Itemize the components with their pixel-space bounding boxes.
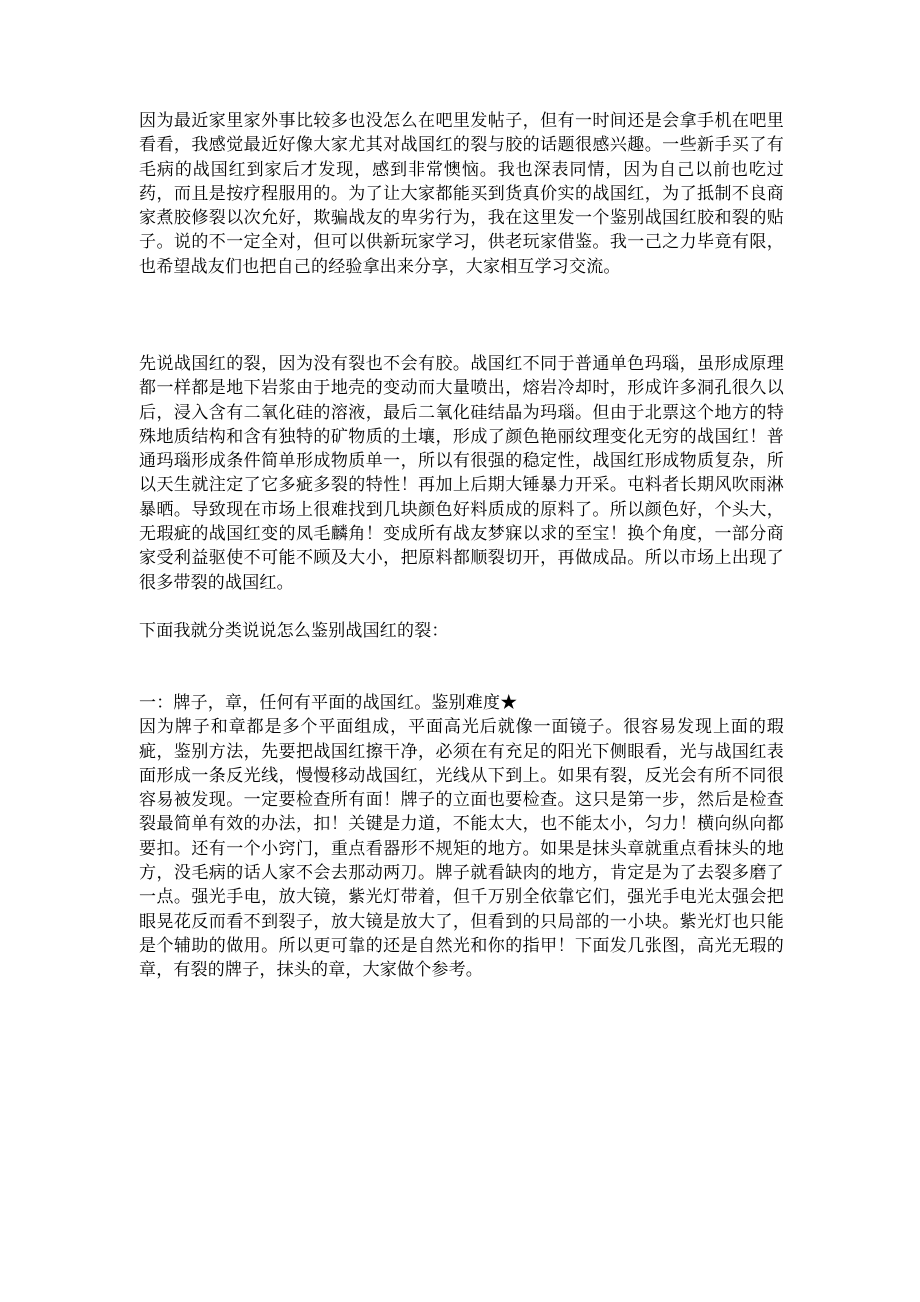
- intro-paragraph: 因为最近家里家外事比较多也没怎么在吧里发帖子，但有一时间还是会拿手机在吧里看看，我感觉最近好像大家尤其对战国红的裂与胶的话题很感兴趣。一些新手买了有毛病的战国红到家后才发现，感到非常懊恼。我也深表同情，因为自己以前也吃过药，而且是按疗程服用的。为了让大家都能买到货真价实的战国红，为了抵制不良商家煮胶修裂以次允好，欺骗战友的卑劣行为，我在这里发一个鉴别战国红胶和裂的贴子。说的不一定全对，但可以供新玩家学习，供老玩家借鉴。我一己之力毕竟有限，也希望战友们也把自己的经验拿出来分享，大家相互学习交流。: [139, 111, 784, 277]
- section-one-heading: 一：牌子，章，任何有平面的战国红。鉴别难度★: [139, 693, 518, 713]
- section-one-body: 因为牌子和章都是多个平面组成，平面高光后就像一面镜子。很容易发现上面的瑕疵，鉴别方法，先要把战国红擦干净，必须在有充足的阳光下侧眼看，光与战国红表面形成一条反光线，慢慢移动战国红，光线从下到上。如果有裂，反光会有所不同很容易被发现。一定要检查所有面！牌子的立面也要检查。这只是第一步，然后是检查裂最简单有效的办法，扣！关键是力道，不能太大，也不能太小，匀力！横向纵向都要扣。还有一个小窍门，重点看器形不规矩的地方。如果是抹头章就重点看抹头的地方，没毛病的话人家不会去那动两刀。牌子就看缺肉的地方，肯定是为了去裂多磨了一点。强光手电，放大镜，紫光灯带着，但千万别全依靠它们，强光手电光太强会把眼晃花反而看不到裂子，放大镜是放大了，但看到的只局部的一小块。紫光灯也只能是个辅助的做用。所以更可靠的还是自然光和你的指甲！下面发几张图，高光无瑕的章，有裂的牌子，抹头的章，大家做个参考。: [139, 717, 784, 981]
- cracks-paragraph: 先说战国红的裂，因为没有裂也不会有胶。战国红不同于普通单色玛瑙，虽形成原理都一样都是地下岩浆由于地壳的变动而大量喷出，熔岩冷却时，形成许多洞孔很久以后，浸入含有二氧化硅的溶液，最后二氧化硅结晶为玛瑙。但由于北票这个地方的特殊地质结构和含有独特的矿物质的土壤，形成了颜色艳丽纹理变化无穷的战国红！普通玛瑙形成条件简单形成物质单一，所以有很强的稳定性，战国红形成物质复杂，所以天生就注定了它多疵多裂的特性！再加上后期大锤暴力开采。屯料者长期风吹雨淋暴晒。导致现在市场上很难找到几块颜色好料质成的原料了。所以颜色好，个头大，无瑕疵的战国红变的凤毛麟角！变成所有战友梦寐以求的至宝！换个角度，一部分商家受利益驱使不可能不顾及大小，把原料都顺裂切开，再做成品。所以市场上出现了很多带裂的战国红。: [139, 354, 784, 593]
- section-one: [139, 691, 784, 983]
- transition-paragraph: 下面我就分类说说怎么鉴别战国红的裂：: [139, 621, 449, 641]
